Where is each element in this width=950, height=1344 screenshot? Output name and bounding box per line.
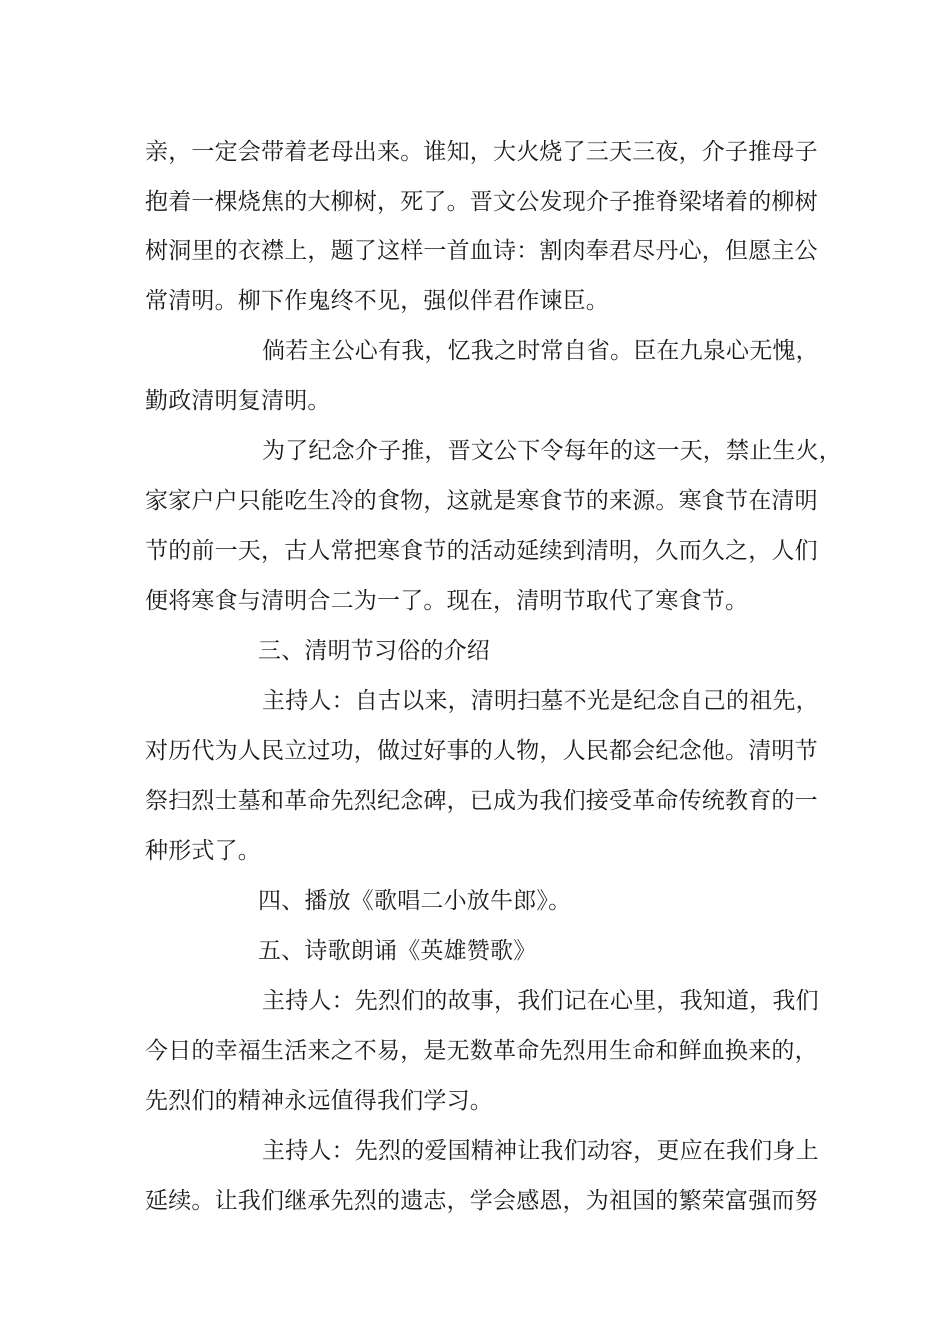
text-line: 倘若主公心有我，忆我之时常自省。臣在九泉心无愧， [262,338,819,364]
text-line: 树洞里的衣襟上，题了这样一首血诗：割肉奉君尽丹心，但愿主公 [145,238,818,264]
text-line: 今日的幸福生活来之不易，是无数革命先烈用生命和鲜血换来的， [145,1038,818,1064]
text-line: 常清明。柳下作鬼终不见，强似伴君作谏臣。 [145,288,609,314]
section-heading: 三、清明节习俗的介绍 [258,638,490,664]
text-line: 主持人：先烈们的故事，我们记在心里，我知道，我们 [262,988,819,1014]
text-line: 家家户户只能吃生冷的食物，这就是寒食节的来源。寒食节在清明 [145,488,818,514]
text-line: 主持人：自古以来，清明扫墓不光是纪念自己的祖先， [262,688,819,714]
text-line: 便将寒食与清明合二为一了。现在，清明节取代了寒食节。 [145,588,749,614]
text-line: 延续。让我们继承先烈的遗志，学会感恩，为祖国的繁荣富强而努 [145,1188,818,1214]
text-line: 勤政清明复清明。 [145,388,331,414]
text-line: 先烈们的精神永远值得我们学习。 [145,1088,493,1114]
text-line: 节的前一天，古人常把寒食节的活动延续到清明，久而久之，人们 [145,538,818,564]
text-line: 祭扫烈士墓和革命先烈纪念碑，已成为我们接受革命传统教育的一 [145,788,818,814]
text-line: 亲，一定会带着老母出来。谁知，大火烧了三天三夜，介子推母子 [145,139,818,165]
text-line: 抱着一棵烧焦的大柳树，死了。晋文公发现介子推脊梁堵着的柳树 [145,189,818,215]
text-line: 为了纪念介子推，晋文公下令每年的这一天，禁止生火， [262,438,842,464]
text-line: 种形式了。 [145,838,261,864]
text-line: 对历代为人民立过功，做过好事的人物，人民都会纪念他。清明节 [145,738,818,764]
section-heading: 五、诗歌朗诵《英雄赞歌》 [258,938,537,964]
text-line: 主持人：先烈的爱国精神让我们动容，更应在我们身上 [262,1138,819,1164]
section-heading: 四、播放《歌唱二小放牛郎》。 [258,888,572,914]
